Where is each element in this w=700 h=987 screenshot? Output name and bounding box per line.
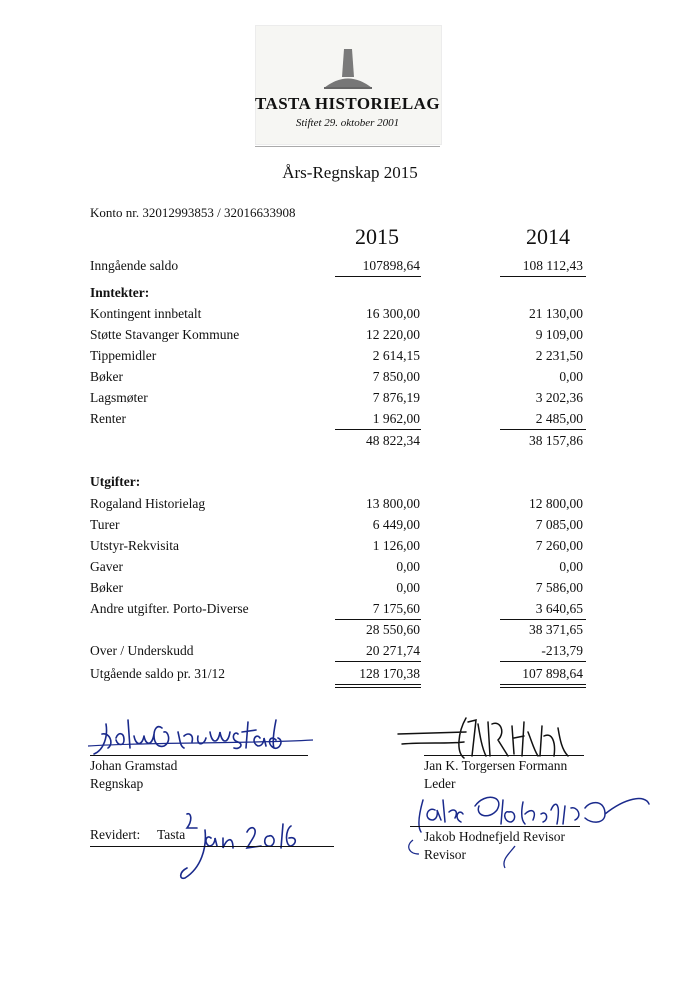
chairman-name-text: Jan K. Torgersen xyxy=(424,758,516,773)
opening-balance-2014: 108 112,43 xyxy=(522,258,583,273)
expense-row-2014: 12 800,00 xyxy=(529,496,583,511)
double-underline xyxy=(500,684,586,685)
expense-row-2014: 0,00 xyxy=(559,559,583,574)
income-row-2014: 2 485,00 xyxy=(535,411,583,426)
income-row-2014: 3 202,36 xyxy=(535,390,583,405)
closing-balance-2015: 128 170,38 xyxy=(359,666,420,681)
expense-row-label: Bøker xyxy=(90,580,123,595)
column-header-2014: 2014 xyxy=(526,224,570,249)
treasurer-signature-icon xyxy=(88,710,313,760)
expense-row-2015: 13 800,00 xyxy=(366,496,420,511)
result-2015: 20 271,74 xyxy=(366,643,420,658)
result-2014: -213,79 xyxy=(541,643,583,658)
double-underline xyxy=(500,687,586,688)
expense-row-2014: 7 260,00 xyxy=(535,538,583,553)
income-row-2014: 0,00 xyxy=(559,369,583,384)
income-row-2015: 7 876,19 xyxy=(372,390,420,405)
income-row-2014: 9 109,00 xyxy=(535,327,583,342)
org-logo-icon xyxy=(320,47,376,89)
expense-row-label: Andre utgifter. Porto-Diverse xyxy=(90,601,249,616)
income-row-2015: 2 614,15 xyxy=(372,348,420,363)
expense-row-label: Utstyr-Rekvisita xyxy=(90,538,179,553)
document-title: Års-Regnskap 2015 xyxy=(282,163,418,182)
expense-row-2014: 3 640,65 xyxy=(535,601,583,616)
signature-line xyxy=(424,755,584,756)
underline xyxy=(335,276,421,277)
revised-label: Revidert: xyxy=(90,827,141,842)
treasurer-name: Johan Gramstad xyxy=(90,758,178,773)
auditor-title: Revisor xyxy=(522,829,565,844)
opening-balance-label: Inngående saldo xyxy=(90,258,179,273)
expense-row-2015: 7 175,60 xyxy=(372,601,420,616)
revision-date-signature-icon xyxy=(165,808,315,880)
subtotal-rule xyxy=(500,619,586,620)
expenses-total-2014: 38 371,65 xyxy=(529,622,583,637)
chairman-signature-icon xyxy=(396,712,576,764)
closing-balance-2014: 107 898,64 xyxy=(522,666,583,681)
expense-row-2015: 0,00 xyxy=(396,559,420,574)
expense-row-2015: 6 449,00 xyxy=(372,517,420,532)
auditor-role: Revisor xyxy=(424,847,466,862)
expense-row-2014: 7 586,00 xyxy=(535,580,583,595)
expenses-total-2015: 28 550,60 xyxy=(366,622,420,637)
chairman-title: Formann xyxy=(518,758,568,773)
expense-row-2015: 1 126,00 xyxy=(372,538,420,553)
auditor-name-text: Jakob Hodnefjeld xyxy=(424,829,520,844)
income-row-2015: 12 220,00 xyxy=(366,327,420,342)
income-row-label: Lagsmøter xyxy=(90,390,148,405)
closing-balance-label: Utgående saldo pr. 31/12 xyxy=(90,666,225,681)
column-header-2015: 2015 xyxy=(355,224,399,249)
org-founded: Stiftet 29. oktober 2001 xyxy=(295,117,400,129)
underline xyxy=(500,276,586,277)
income-total-2014: 38 157,86 xyxy=(529,433,583,448)
income-row-label: Støtte Stavanger Kommune xyxy=(90,327,240,342)
chairman-role: Leder xyxy=(424,776,456,791)
revised-place: Tasta xyxy=(157,827,186,842)
income-row-label: Bøker xyxy=(90,369,123,384)
signature-line xyxy=(90,846,334,847)
expenses-heading: Utgifter: xyxy=(90,474,141,489)
income-row-2014: 21 130,00 xyxy=(529,306,583,321)
underline xyxy=(335,661,421,662)
expense-row-label: Turer xyxy=(90,517,120,532)
org-name: TASTA HISTORIELAG xyxy=(255,94,440,113)
income-row-label: Tippemidler xyxy=(90,348,157,363)
chairman-name xyxy=(424,758,567,774)
income-row-label: Renter xyxy=(90,411,126,426)
expense-row-2015: 0,00 xyxy=(396,580,420,595)
expense-row-label: Rogaland Historielag xyxy=(90,496,206,511)
expense-row-label: Gaver xyxy=(90,559,123,574)
treasurer-role: Regnskap xyxy=(90,776,144,791)
income-row-2015: 1 962,00 xyxy=(372,411,420,426)
subtotal-rule xyxy=(335,429,421,430)
income-heading: Inntekter: xyxy=(90,285,150,300)
double-underline xyxy=(335,687,421,688)
signature-line xyxy=(410,826,580,827)
income-row-2015: 7 850,00 xyxy=(372,369,420,384)
underline xyxy=(500,661,586,662)
income-total-2015: 48 822,34 xyxy=(366,433,420,448)
result-label: Over / Underskudd xyxy=(90,643,194,658)
double-underline xyxy=(335,684,421,685)
header-divider xyxy=(255,146,440,147)
signature-line xyxy=(90,755,308,756)
subtotal-rule xyxy=(500,429,586,430)
income-row-2015: 16 300,00 xyxy=(366,306,420,321)
subtotal-rule xyxy=(335,619,421,620)
opening-balance-2015: 107898,64 xyxy=(362,258,420,273)
auditor-name xyxy=(424,829,565,845)
account-numbers: Konto nr. 32012993853 / 32016633908 xyxy=(90,205,296,220)
expense-row-2014: 7 085,00 xyxy=(535,517,583,532)
income-row-label: Kontingent innbetalt xyxy=(90,306,202,321)
income-row-2014: 2 231,50 xyxy=(535,348,583,363)
